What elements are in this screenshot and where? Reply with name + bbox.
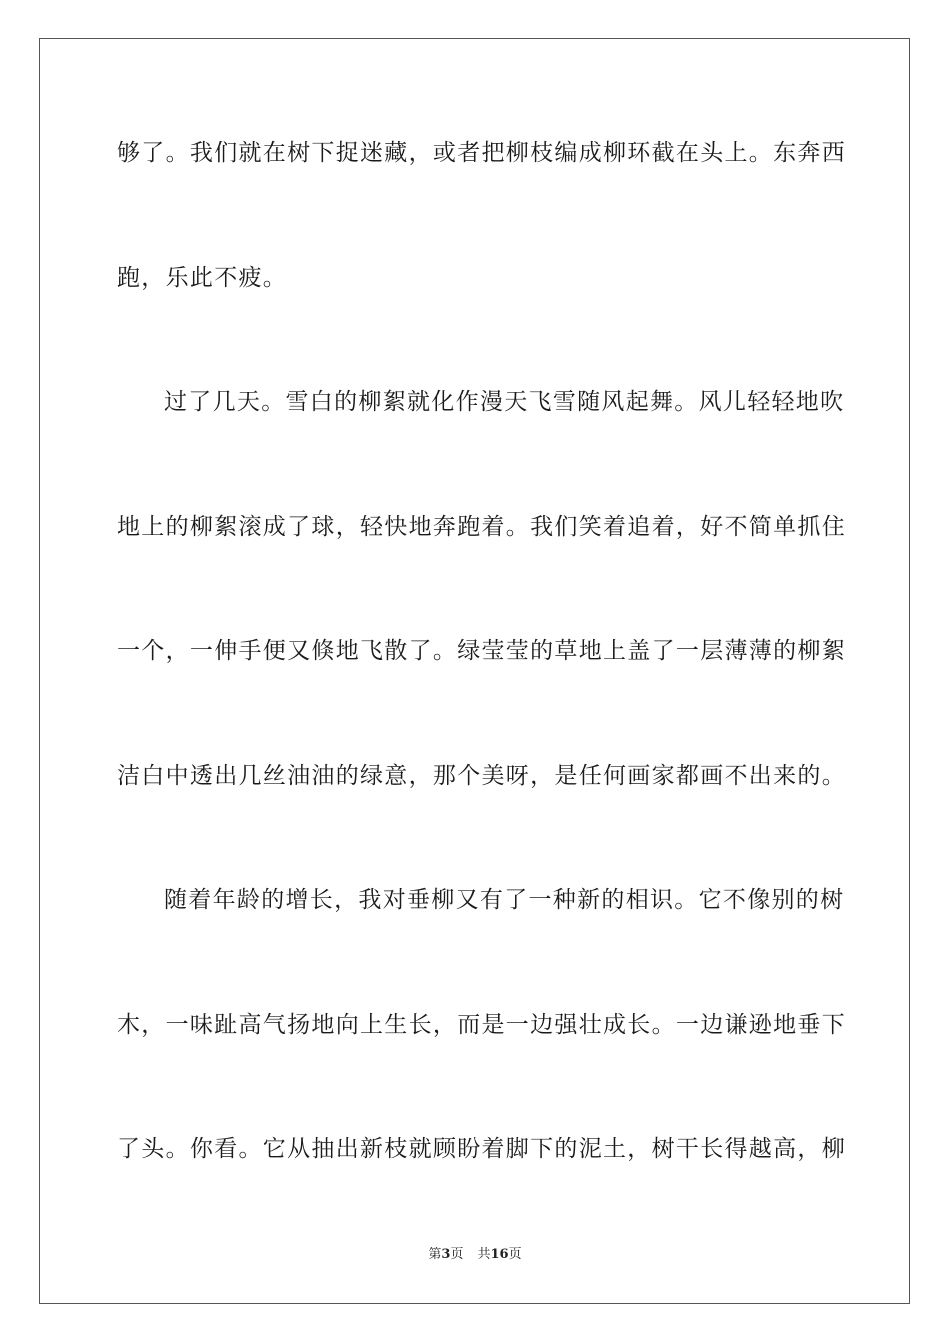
body-line-4: 地上的柳絮滚成了球，轻快地奔跑着。我们笑着追着，好不简单抓住 bbox=[117, 514, 846, 540]
body-line-1: 够了。我们就在树下捉迷藏，或者把柳枝编成柳环截在头上。东奔西 bbox=[117, 140, 846, 166]
page-footer bbox=[0, 1246, 950, 1264]
body-line-3: 过了几天。雪白的柳絮就化作漫天飞雪随风起舞。风儿轻轻地吹 bbox=[164, 389, 845, 415]
footer-total-suffix: 页 bbox=[508, 1247, 522, 1262]
footer-page-suffix: 页 bbox=[450, 1247, 464, 1262]
body-line-8: 木，一味趾高气扬地向上生长，而是一边强壮成长。一边谦逊地垂下 bbox=[117, 1012, 846, 1038]
body-line-5: 一个，一伸手便又倏地飞散了。绿莹莹的草地上盖了一层薄薄的柳絮 bbox=[117, 638, 846, 664]
body-line-9: 了头。你看。它从抽出新枝就顾盼着脚下的泥土，树干长得越高，柳 bbox=[117, 1136, 846, 1162]
body-line-6: 洁白中透出几丝油油的绿意，那个美呀，是任何画家都画不出来的。 bbox=[117, 763, 846, 789]
page-frame bbox=[39, 38, 910, 1304]
footer-page-number: 3 bbox=[441, 1247, 451, 1262]
footer-total-pages: 16 bbox=[490, 1247, 509, 1262]
footer-total-prefix: 共 bbox=[477, 1247, 491, 1262]
body-line-7: 随着年龄的增长，我对垂柳又有了一种新的相识。它不像别的树 bbox=[164, 887, 845, 913]
body-line-2: 跑，乐此不疲。 bbox=[117, 265, 288, 291]
footer-page-prefix: 第 bbox=[428, 1247, 442, 1262]
